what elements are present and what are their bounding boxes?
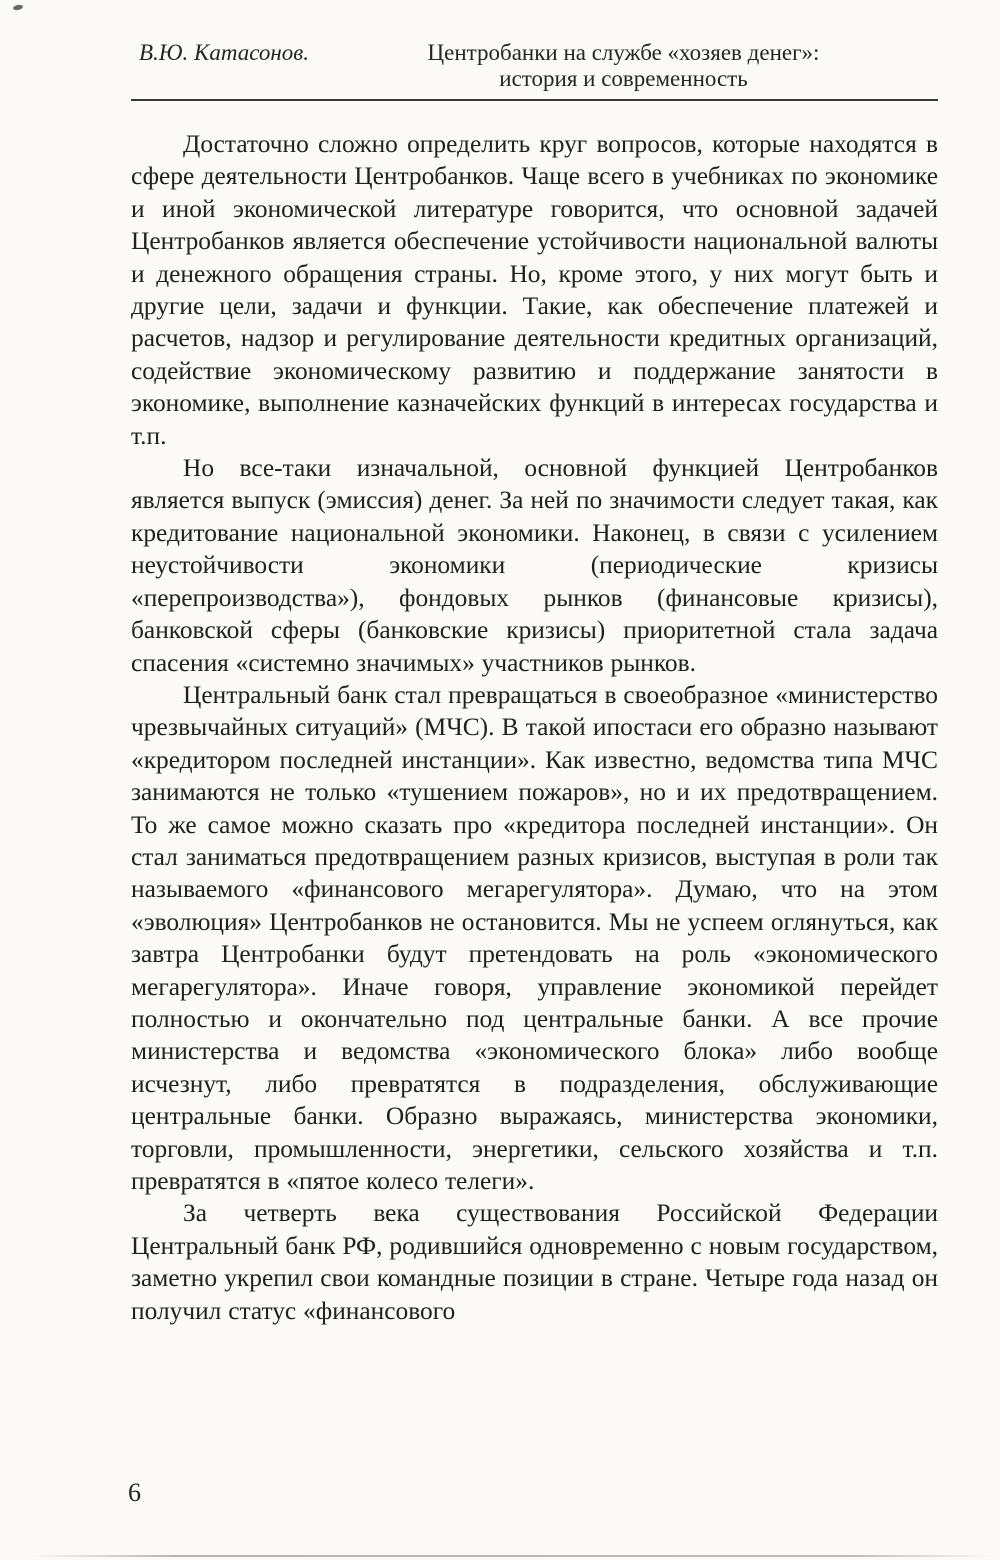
page-number: 6 — [128, 1478, 141, 1507]
running-head-title — [309, 40, 938, 92]
running-head-title-line1: Центробанки на службе «хозяев денег»: — [427, 40, 820, 65]
scan-artifact-bottom-edge — [30, 1555, 994, 1557]
running-head-title-line2: история и современность — [499, 66, 748, 91]
scan-artifact-speck — [13, 4, 24, 11]
running-head-author: В.Ю. Катасонов. — [139, 40, 309, 65]
running-head-row — [131, 40, 938, 92]
paragraph: Достаточно сложно определить круг вопросов, которые находятся в сфере деятельности Центробанков. Чаще всего в учебниках по экономике и иной экономической литературе говорится, что основной задачей Центробанков является обеспечение устойчивости национальной валюты и денежного обращения страны. Но, кроме этого, у них могут быть и другие цели, задачи и функции. Такие, как обеспечение платежей и расчетов, надзор и регулирование деятельности кредитных организаций, содействие экономическому развитию и поддержание занятости в экономике, выполнение казначейских функций в интересах государства и т.п. — [131, 130, 938, 450]
running-head — [131, 40, 938, 101]
paragraph: Но все-таки изначальной, основной функцией Центробанков является выпуск (эмиссия) денег. За ней по значимости следует такая, как кредитование национальной экономики. Наконец, в связи с усилением неустойчивости экономики (периодические кризисы «перепроизводства»), фондовых рынков (финансовые кризисы), банковской сферы (банковские кризисы) приоритетной стала задача спасения «системно значимых» участников рынков. — [131, 454, 938, 677]
paragraph: Центральный банк стал превращаться в своеобразное «министерство чрезвычайных ситуаций» (МЧС). В такой ипостаси его образно называют «кредитором последней инстанции». Как известно, ведомства типа МЧС занимаются не только «тушением пожаров», но и их предотвращением. То же самое можно сказать про «кредитора последней инстанции». Он стал заниматься предотвращением разных кризисов, выступая в роли так называемого «финансового мегарегулятора». Думаю, что на этом «эволюция» Центробанков не остановится. Мы не успеем оглянуться, как завтра Центробанки будут претендовать на роль «экономического мегарегулятора». Иначе говоря, управление экономикой перейдет полностью и окончательно под центральные банки. А все прочие министерства и ведомства «экономического блока» либо вообще исчезнут, либо превратятся в подразделения, обслуживающие центральные банки. Образно выражаясь, министерства экономики, торговли, промышленности, энергетики, сельского хозяйства и т.п. превратятся в «пятое колесо телеги». — [131, 680, 938, 1195]
header-divider — [131, 99, 938, 101]
page-body — [131, 128, 938, 1327]
paragraph: За четверть века существования Российской Федерации Центральный банк РФ, родившийся одновременно с новым государством, заметно укрепил свои командные позиции в стране. Четыре года назад он получил статус «финансового — [131, 1199, 938, 1325]
